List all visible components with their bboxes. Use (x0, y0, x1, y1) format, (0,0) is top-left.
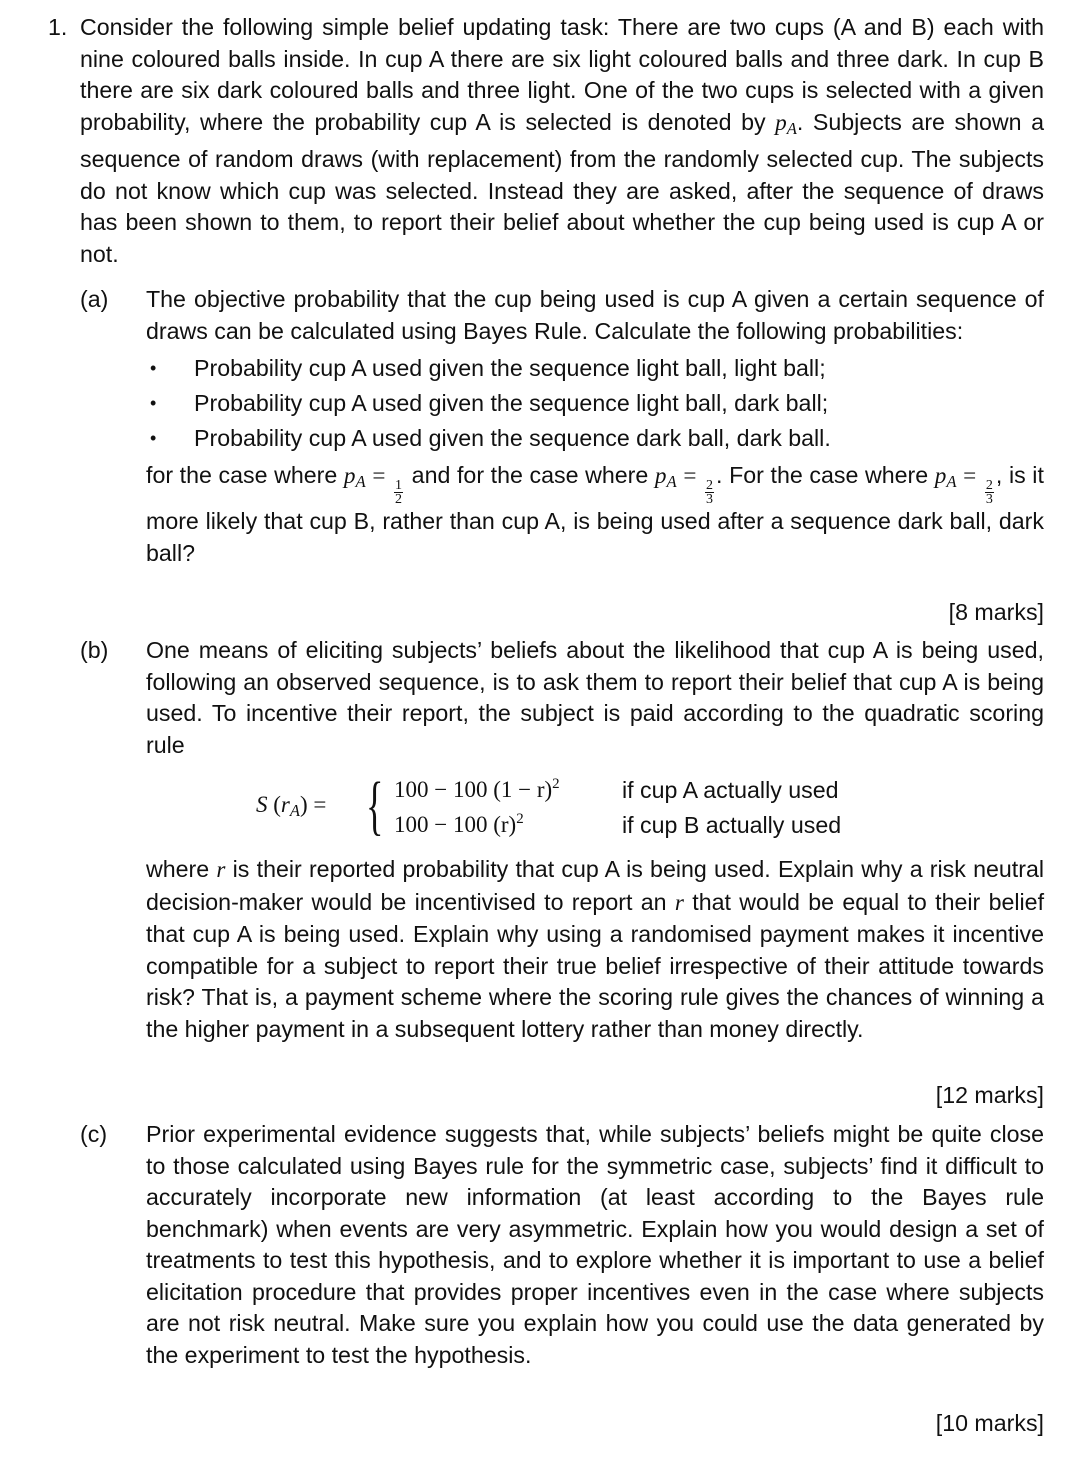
formula-lhs: S $(r_A)$ = (256, 792, 327, 821)
part-c-text: Prior experimental evidence suggests that, while subjects’ beliefs might be quite close to those calculated using Bayes rule for the symmetric case, subjects’ find it difficult to accurately incorporate new information (at least according to the Bayes rule benchmark) when events are very asymmetric. Explain how you would design a set of treatments to test this hypothesis, and to explore whether it is important to use a belief elicitation procedure that provides proper incentives even in the case where subjects are not risk neutral. Make sure you explain how you could use the data generated by the experiment to test the hypothesis. (146, 1121, 1044, 1368)
intro-paragraph (80, 12, 1044, 270)
formula-case-2: 100 − 100 $(r)^2$ (394, 811, 524, 837)
fraction-one-half: $\frac{1}{2}$ (395, 478, 403, 508)
question-number: 1. (48, 14, 68, 40)
formula-condition-1: if cup A actually used (622, 777, 839, 803)
part-a-marks: [8 marks] (948, 599, 1044, 625)
part-b-explanation (146, 854, 1044, 1045)
list-item: • Probability cup A used given the sequence light ball, light ball; (146, 351, 1044, 386)
part-a-label: (a) (80, 286, 109, 312)
part-c-marks: [10 marks] (935, 1410, 1044, 1436)
fraction-two-thirds: $\frac{2}{3}$ (985, 478, 993, 508)
part-a-bullet-list (146, 351, 1044, 456)
part-b-body (146, 635, 1044, 761)
question-intro (80, 12, 1044, 270)
list-item: • Probability cup A used given the sequence light ball, dark ball; (146, 386, 1044, 421)
intro-text-1: Consider the following simple belief updating task: There are two cups (A and B) each with nine coloured balls inside. In cup A there are six light coloured balls and three dark. In cup B there are six dark coloured balls and three light. One of the two cups is selected with a given probability, where the probability cup A is selected is denoted by (80, 14, 1044, 135)
part-b-after-text: where r is their reported probability that cup A is being used. Explain why a risk neutral decision-maker would be incentivised to report an r that would be equal to their belief that cup A is being used. Explain why using a randomised payment makes it incentive compatible for a subject to report their true belief irrespective of their attitude towards risk? That is, a payment scheme where the scoring rule gives the chances of winning a the higher payment in a subsequent lottery rather than money directly. (146, 856, 1045, 1042)
part-a-text: The objective probability that the cup being used is cup A given a certain sequence of draws can be calculated using Bayes Rule. Calculate the following probabilities: (146, 286, 1044, 344)
symbol-pA: $p_A$ (775, 109, 797, 138)
part-c-body (146, 1119, 1044, 1371)
part-b-marks: [12 marks] (935, 1082, 1044, 1108)
list-item: • Probability cup A used given the sequence dark ball, dark ball. (146, 421, 1044, 456)
symbol-pA: $p_A$ (654, 463, 677, 492)
scoring-rule-formula (256, 769, 896, 845)
fraction-two-thirds: $\frac{2}{3}$ (706, 478, 714, 508)
symbol-pA: $p_A$ (343, 463, 366, 492)
intro-text-2: . Subjects are shown a sequence of random draws (with replacement) from the randomly selected cup. The subjects do not know which cup was selected. Instead they are asked, after the sequence of draws has been shown to them, to report their belief about whether the cup being used is cup A or not. (80, 108, 1044, 267)
part-b-label: (b) (80, 637, 109, 663)
part-b-text: One means of eliciting subjects’ beliefs about the likelihood that cup A is being used, following an observed sequence, is to ask them to report their belief that cup A is being used. To incentive their report, the subject is paid according to the quadratic scoring rule (146, 637, 1044, 758)
left-brace-icon: { (366, 769, 384, 842)
symbol-pA: $p_A$ (934, 463, 957, 492)
part-a-body (146, 284, 1044, 569)
formula-condition-2: if cup B actually used (622, 812, 842, 838)
formula-case-1: 100 − 100 $(1 - r)^2$ (394, 776, 560, 802)
part-c-label: (c) (80, 1121, 108, 1147)
part-a-followup: for the case where $p_A$ = $\frac{1}{2}$ and for the case where $p_A$ = $\frac{2}{3}$ . For the case where $p_A$ = $\frac{2}{3}$ , is it more likely that cup B, rather than cup A, is being used after a sequence dark ball, dark ball? (146, 462, 1044, 566)
